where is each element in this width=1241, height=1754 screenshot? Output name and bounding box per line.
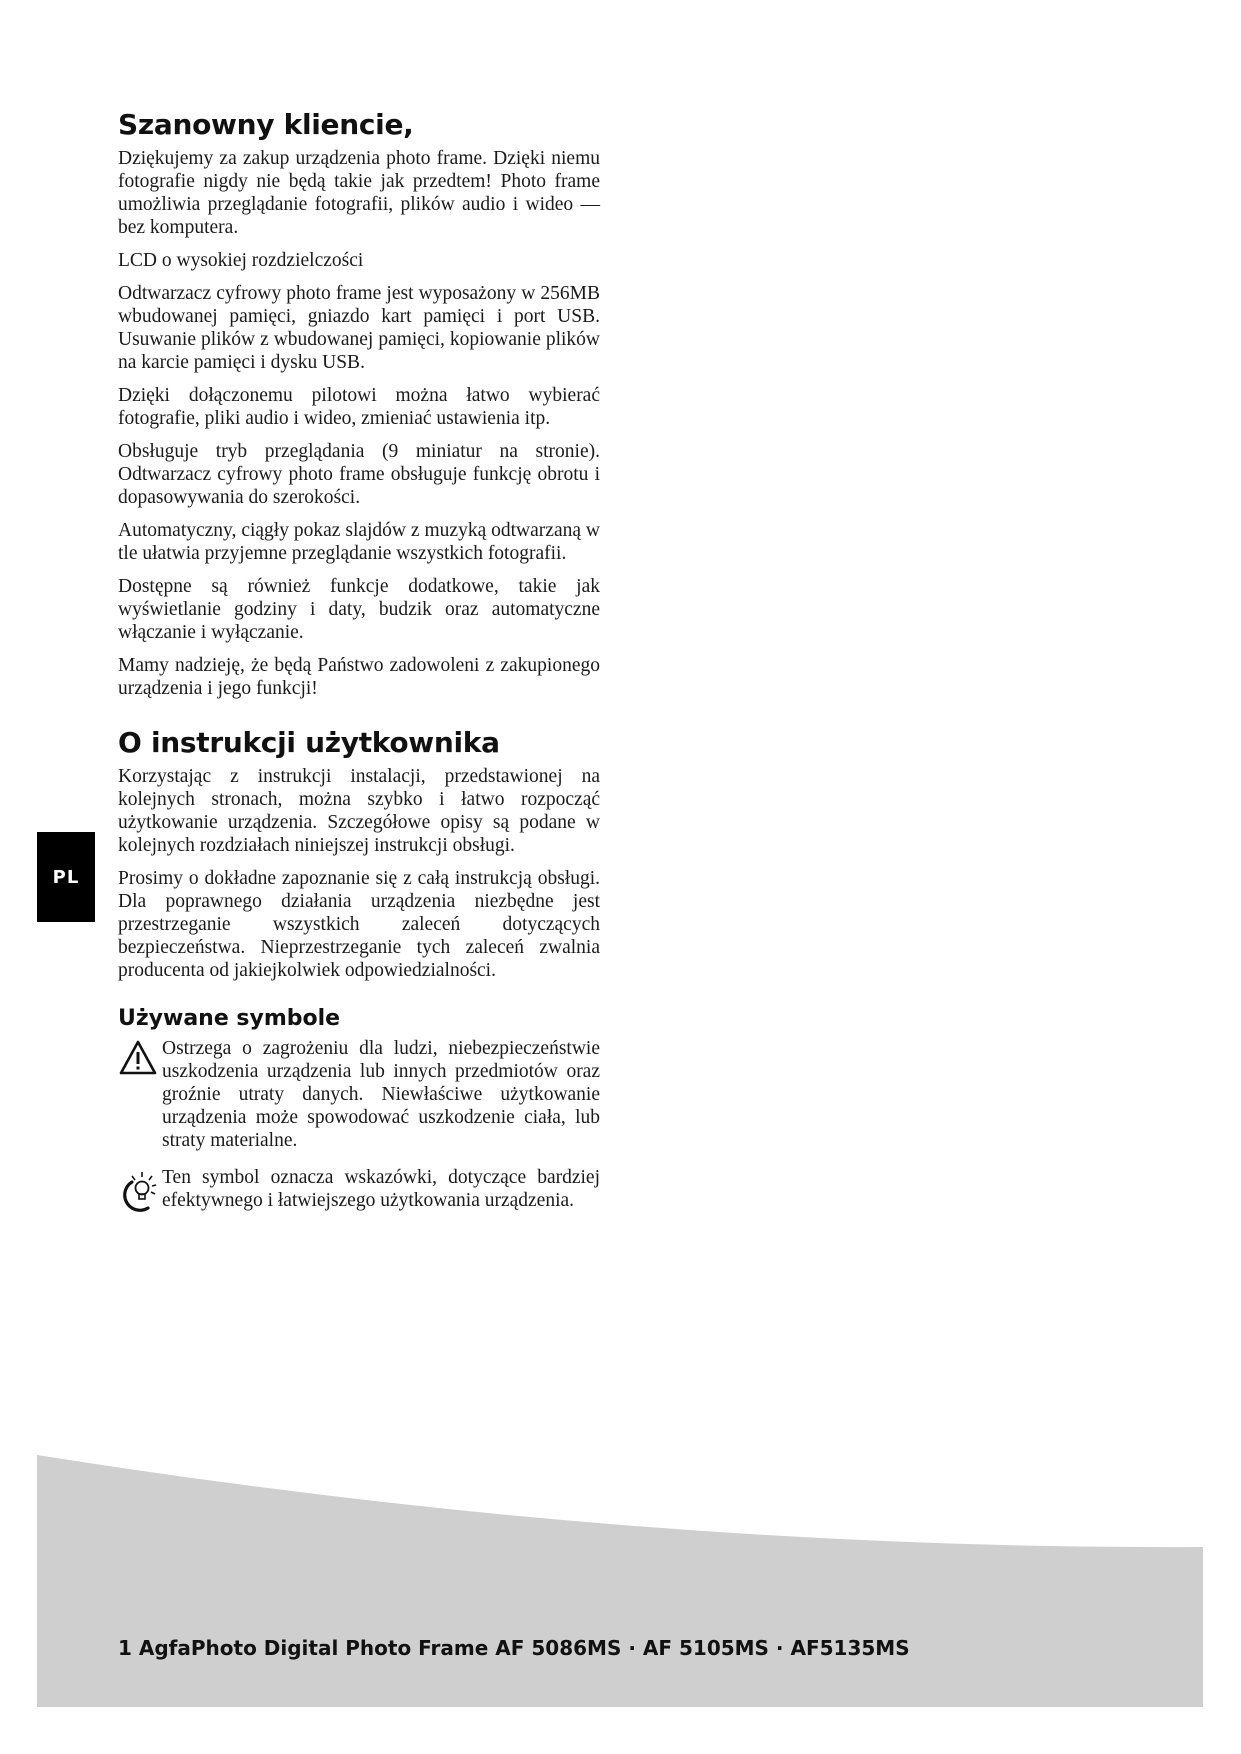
greeting-paragraph: Automatyczny, ciągły pokaz slajdów z muzyką odtwarzaną w tle ułatwia przyjemne przeglądanie wszystkich fotografii. (118, 520, 600, 564)
manual-paragraph: Prosimy o dokładne zapoznanie się z całą instrukcją obsługi. Dla poprawnego działania urządzenia niezbędne jest przestrzeganie wszystkich zaleceń dotyczących bezpieczeństwa. Nieprzestrzeganie tych zaleceń zwalnia producenta od jakiejkolwiek odpowiedzialności. (118, 868, 600, 981)
warning-symbol-text: Ostrzega o zagrożeniu dla ludzi, niebezpieczeństwie uszkodzenia urządzenia lub innych przedmiotów oraz groźnie utraty danych. Niewłaściwe użytkowanie urządzenia może spowodować uszkodzenie ciała, lub straty materialne. (162, 1038, 600, 1151)
footer-band (37, 1455, 1203, 1707)
tip-symbol-row (118, 1166, 600, 1217)
language-tab: PL (37, 832, 95, 922)
greeting-paragraph: Obsługuje tryb przeglądania (9 miniatur na stronie). Odtwarzacz cyfrowy photo frame obsługuje funkcję obrotu i dopasowywania do szerokości. (118, 441, 600, 508)
greeting-paragraph: Mamy nadzieję, że będą Państwo zadowoleni z zakupionego urządzenia i jego funkcji! (118, 655, 600, 699)
lightbulb-tip-icon (118, 1168, 162, 1217)
greeting-paragraph: Dziękujemy za zakup urządzenia photo frame. Dzięki niemu fotografie nigdy nie będą takie jak przedtem! Photo frame umożliwia przeglądanie fotografii, plików audio i wideo — bez komputera. (118, 148, 600, 238)
greeting-paragraph: LCD o wysokiej rozdzielczości (118, 250, 364, 271)
manual-title: O instrukcji użytkownika (118, 726, 500, 759)
greeting-title: Szanowny kliencie, (118, 108, 414, 141)
greeting-paragraph: Odtwarzacz cyfrowy photo frame jest wyposażony w 256MB wbudowanej pamięci, gniazdo kart pamięci i port USB. Usuwanie plików z wbudowanej pamięci, kopiowanie plików na karcie pamięci i dysku USB. (118, 283, 600, 373)
tip-symbol-text: Ten symbol oznacza wskazówki, dotyczące bardziej efektywnego i łatwiejszego użytkowania urządzenia. (162, 1167, 600, 1211)
warning-triangle-icon (118, 1039, 162, 1082)
manual-paragraph: Korzystając z instrukcji instalacji, przedstawionej na kolejnych stronach, można szybko i łatwo rozpocząć użytkowanie urządzenia. Szczegółowe opisy są podane w kolejnych rozdziałach niniejszej instrukcji obsługi. (118, 766, 600, 856)
symbols-title: Używane symbole (118, 1006, 341, 1031)
warning-symbol-row (118, 1037, 600, 1152)
footer-title: 1 AgfaPhoto Digital Photo Frame AF 5086MS · AF 5105MS · AF5135MS (118, 1636, 910, 1660)
greeting-paragraph: Dostępne są również funkcje dodatkowe, takie jak wyświetlanie godziny i daty, budzik oraz automatyczne włączanie i wyłączanie. (118, 576, 600, 643)
main-column (118, 100, 600, 1231)
greeting-paragraph: Dzięki dołączonemu pilotowi można łatwo wybierać fotografie, pliki audio i wideo, zmieniać ustawienia itp. (118, 385, 600, 429)
